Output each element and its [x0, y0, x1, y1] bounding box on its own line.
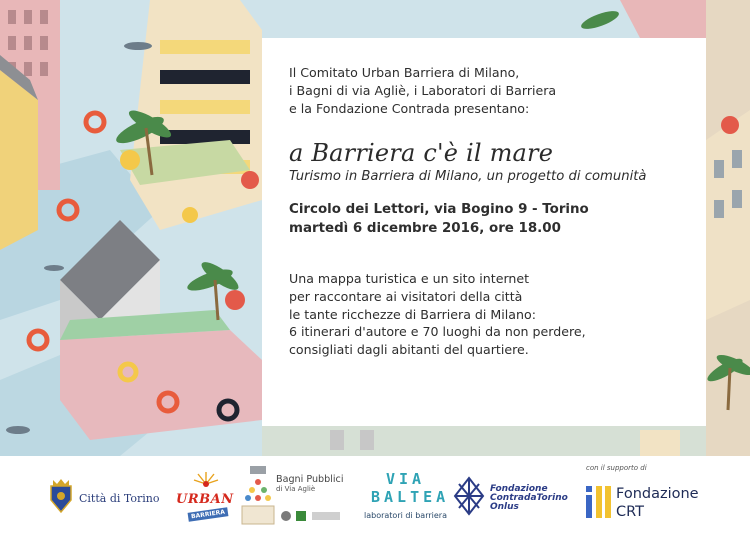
- citta-name: Città di Torino: [79, 492, 160, 505]
- partner-marks-icon: [280, 510, 344, 522]
- urban-tag: BARRIERA: [188, 507, 229, 521]
- contrada-line-2: ContradaTorino: [490, 493, 568, 503]
- description-line: le tante ricchezze di Barriera di Milano:: [289, 306, 536, 322]
- description-line: per raccontare ai visitatori della città: [289, 288, 523, 304]
- event-datetime: martedì 6 dicembre 2016, ore 18.00: [289, 221, 561, 237]
- contrada-line-1: Fondazione: [490, 484, 548, 494]
- invitation-card: [262, 38, 706, 426]
- event-subtitle: Turismo in Barriera di Milano, un progetto di comunità: [289, 169, 647, 185]
- urban-word: URBAN: [176, 492, 234, 507]
- contrada-line-3: Onlus: [490, 502, 519, 512]
- logo-citta-di-torino: [48, 478, 172, 518]
- intro-text: [289, 64, 682, 117]
- bagni-title: Bagni Pubblici: [276, 474, 344, 485]
- contrada-star-icon: [452, 476, 486, 516]
- baltea-line-1: VIA: [386, 470, 426, 488]
- intro-line: i Bagni di via Agliè, i Laboratori di Barriera: [289, 82, 557, 98]
- logo-bagni-pubblici: [240, 466, 348, 530]
- description-line: 6 itinerari d'autore e 70 luoghi da non perdere,: [289, 324, 586, 340]
- logo-via-baltea: [362, 468, 450, 528]
- baltea-line-2: BALTEA: [371, 488, 450, 506]
- bagni-building-icon: [240, 466, 276, 526]
- logo-fondazione-contrada: [452, 476, 582, 520]
- logo-fondazione-crt: [582, 462, 712, 526]
- intro-line: e la Fondazione Contrada presentano:: [289, 100, 530, 116]
- bagni-subtitle: di Via Agliè: [276, 485, 316, 493]
- crt-name-line-1: Fondazione: [616, 486, 699, 502]
- event-description: [289, 270, 682, 358]
- baltea-tag: laboratori di barriera: [364, 511, 447, 520]
- crt-bars-icon: [586, 486, 612, 520]
- description-line: consigliati dagli abitanti del quartiere.: [289, 341, 529, 357]
- sponsor-logo-bar: [0, 456, 750, 536]
- crt-name-line-2: CRT: [616, 504, 645, 520]
- logo-urban-barriera: [172, 470, 232, 528]
- event-venue: Circolo dei Lettori, via Bogino 9 - Torino: [289, 202, 589, 218]
- intro-line: Il Comitato Urban Barriera di Milano,: [289, 65, 520, 80]
- crt-support-text: con il supporto di: [586, 464, 647, 472]
- torino-crest-icon: [48, 478, 74, 514]
- urban-burst-icon: [172, 470, 232, 494]
- event-title: a Barriera c'è il mare: [289, 139, 554, 168]
- event-details: [289, 200, 682, 238]
- description-line: Una mappa turistica e un sito internet: [289, 271, 530, 287]
